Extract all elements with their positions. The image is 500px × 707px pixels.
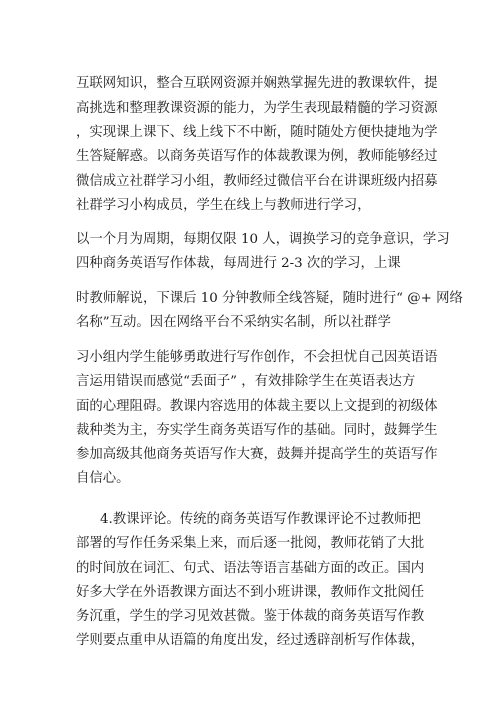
- paragraph-line: 互联网知识，整合互联网资源并娴熟掌握先进的教课软件，提: [76, 76, 438, 91]
- paragraph-line: 参加高级其他商务英语写作大赛，鼓舞并提高学生的英语写作: [76, 447, 438, 462]
- paragraph-line: 好多大学在外语教课方面达不到小班讲课，教师作文批阅任: [76, 585, 425, 600]
- paragraph-line: ，实现课上课下、线上线下不中断，随时随处方便快捷地为学: [76, 125, 438, 140]
- paragraph-line: 社群学习小构成员，学生在线上与教师进行学习，: [76, 198, 371, 213]
- paragraph-line: 自信心。: [76, 471, 130, 486]
- paragraph-line: 以一个月为周期，每期仅限 10 人，调换学习的竞争意识，学习: [76, 232, 450, 247]
- section-heading-line: 4.教课评论。传统的商务英语写作教课评论不过教师把: [100, 512, 421, 527]
- paragraph-line: 部署的写作任务采集上来，而后逐一批阅，教师花销了大批: [76, 536, 425, 551]
- paragraph-line: 学则要点重申从语篇的角度出发，经过透辟剖析写作体裁，: [76, 633, 425, 648]
- paragraph-line: 时教师解说，下课后 10 分钟教师全线答疑，随时进行“ @+ 网络: [76, 291, 463, 306]
- paragraph-line: 名称”互动。因在网络平台不采纳实名制，所以社群学: [76, 315, 391, 330]
- paragraph-line: 生答疑解惑。以商务英语写作的体裁教课为例，教师能够经过: [76, 149, 438, 164]
- paragraph-line: 微信成立社群学习小组，教师经过微信平台在讲课班级内招募: [76, 174, 438, 189]
- paragraph-line: 面的心理阻碍。教课内容选用的体裁主要以上文提到的初级体: [76, 399, 438, 414]
- paragraph-line: 言运用错误而感觉“丢面子” ，有效排除学生在英语表达方: [76, 374, 416, 389]
- paragraph-line: 习小组内学生能够勇敢进行写作创作，不会担忧自己因英语语: [76, 350, 438, 365]
- paragraph-line: 务沉重，学生的学习见效甚微。鉴于体裁的商务英语写作教: [76, 609, 425, 624]
- paragraph-line: 高挑选和整理教课资源的能力，为学生表现最精髓的学习资源: [76, 101, 438, 116]
- paragraph-line: 裁种类为主，夯实学生商务英语写作的基础。同时，鼓舞学生: [76, 423, 438, 438]
- paragraph-line: 四种商务英语写作体裁，每周进行 2-3 次的学习，上课: [76, 256, 401, 271]
- paragraph-line: 的时间放在词汇、句式、语法等语言基础方面的改正。国内: [76, 561, 425, 576]
